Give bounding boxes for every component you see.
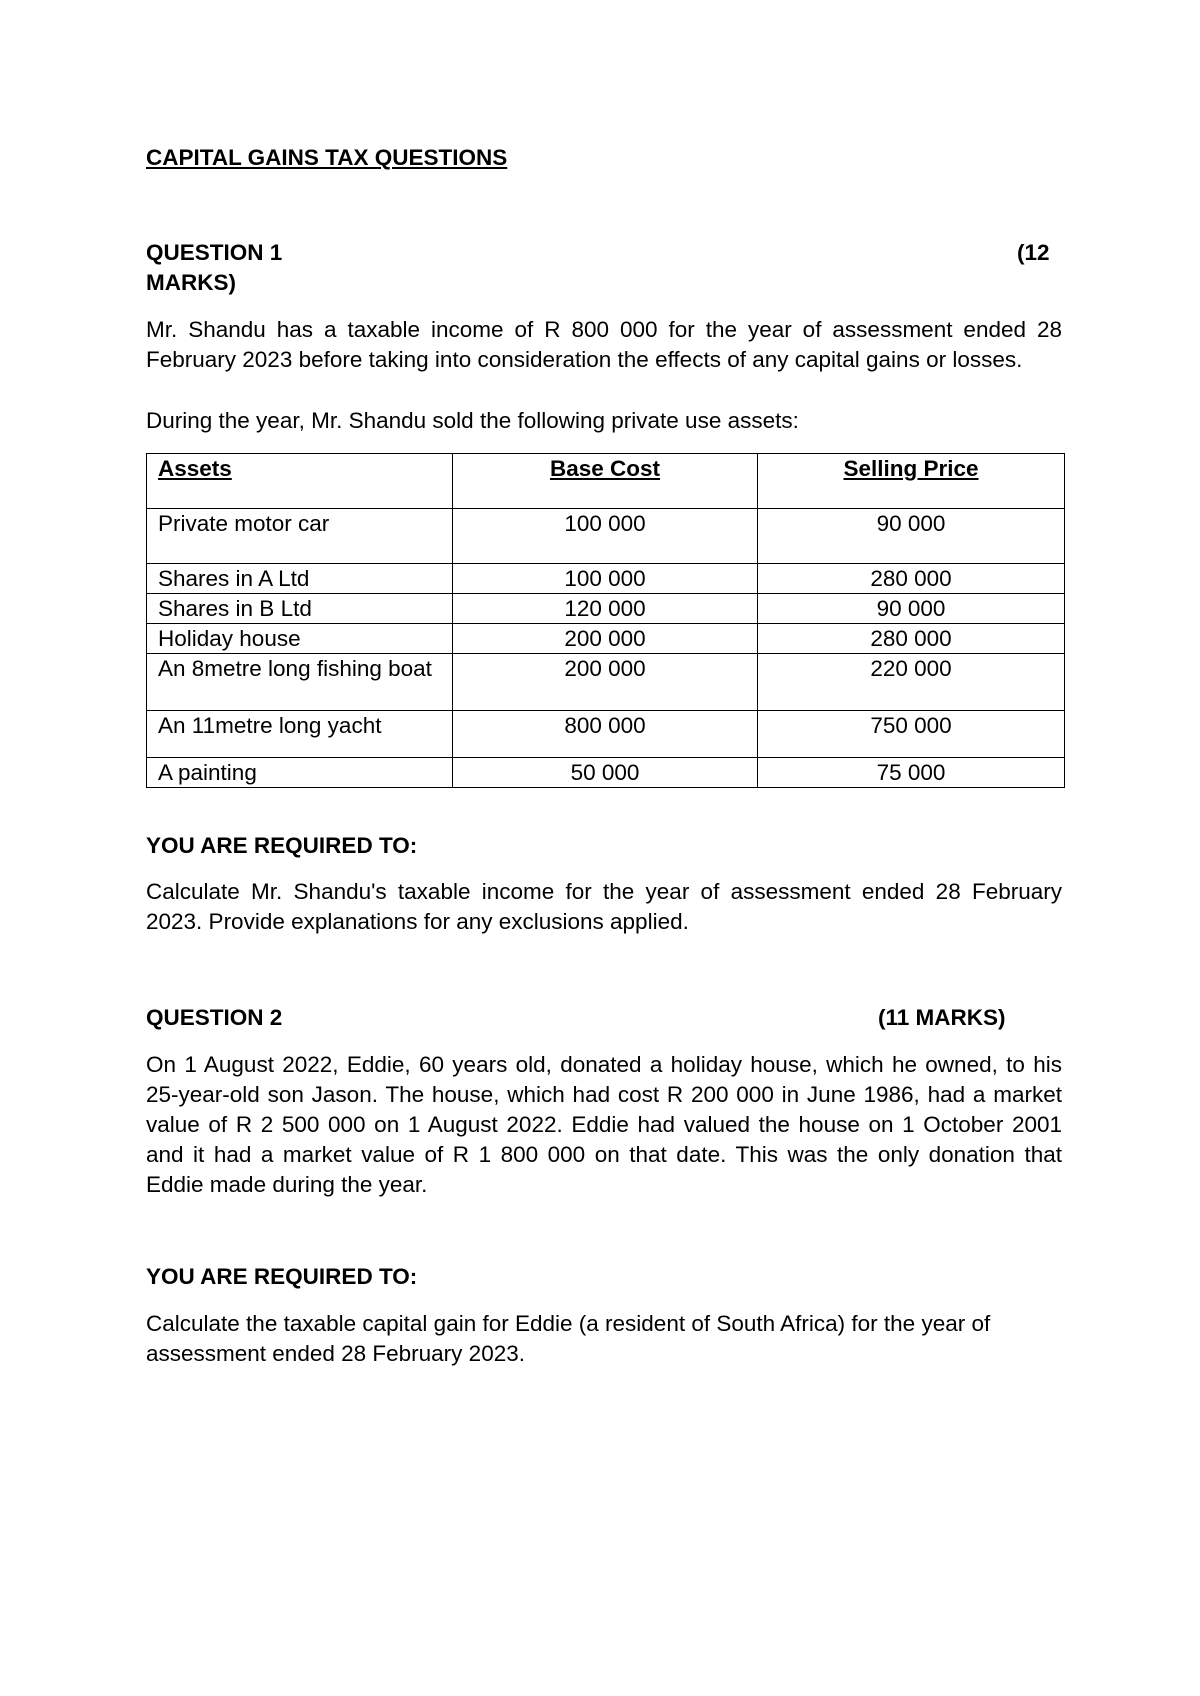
selling-price-value: 280 000 — [758, 564, 1065, 594]
selling-price-value: 90 000 — [758, 509, 1065, 564]
table-header-row — [147, 454, 1065, 509]
document-title: CAPITAL GAINS TAX QUESTIONS — [146, 145, 508, 170]
selling-price-value: 90 000 — [758, 594, 1065, 624]
header-selling-price: Selling Price — [758, 454, 1065, 509]
question-2-label: QUESTION 2 — [146, 1005, 283, 1030]
asset-name: An 8metre long fishing boat — [147, 654, 453, 711]
question-2-marks: (11 MARKS) — [878, 1005, 1006, 1030]
table-row — [147, 624, 1065, 654]
question-1-intro-line: During the year, Mr. Shandu sold the following private use assets: — [146, 408, 799, 433]
asset-name: An 11metre long yacht — [147, 711, 453, 758]
base-cost-value: 100 000 — [453, 564, 758, 594]
table-row — [147, 509, 1065, 564]
base-cost-value: 50 000 — [453, 758, 758, 788]
selling-price-value: 220 000 — [758, 654, 1065, 711]
base-cost-value: 200 000 — [453, 624, 758, 654]
asset-name: Shares in B Ltd — [147, 594, 453, 624]
table-row — [147, 594, 1065, 624]
base-cost-value: 120 000 — [453, 594, 758, 624]
base-cost-value: 200 000 — [453, 654, 758, 711]
asset-name: Private motor car — [147, 509, 453, 564]
assets-table — [146, 453, 1065, 788]
question-2-paragraph: On 1 August 2022, Eddie, 60 years old, donated a holiday house, which he owned, to his 25-year-old son Jason. The house, which had cost R 200 000 in June 1986, had a market value of R 2 500 000 on 1 August 2022. Eddie had valued the house on 1 October 2001 and it had a market value of R 1 800 000 on that date. This was the only donation that Eddie made during the year. — [146, 1052, 1062, 1197]
header-assets: Assets — [147, 454, 453, 509]
table-row — [147, 758, 1065, 788]
question-1-required-heading: YOU ARE REQUIRED TO: — [146, 833, 418, 858]
question-1-label: QUESTION 1 — [146, 240, 283, 265]
question-1-paragraph: Mr. Shandu has a taxable income of R 800 000 for the year of assessment ended 28 February 2023 before taking into consideration the effects of any capital gains or losses. — [146, 317, 1062, 372]
table-row — [147, 654, 1065, 711]
selling-price-value: 750 000 — [758, 711, 1065, 758]
table-row — [147, 711, 1065, 758]
base-cost-value: 800 000 — [453, 711, 758, 758]
selling-price-value: 75 000 — [758, 758, 1065, 788]
question-1-marks: (12 — [1017, 240, 1050, 265]
selling-price-value: 280 000 — [758, 624, 1065, 654]
table-row — [147, 564, 1065, 594]
question-1-heading — [146, 238, 1062, 298]
asset-name: Holiday house — [147, 624, 453, 654]
header-base-cost: Base Cost — [453, 454, 758, 509]
base-cost-value: 100 000 — [453, 509, 758, 564]
question-2-heading — [146, 1003, 1062, 1033]
question-1-marks-continued: MARKS) — [146, 270, 236, 295]
asset-name: A painting — [147, 758, 453, 788]
asset-name: Shares in A Ltd — [147, 564, 453, 594]
question-2-required-heading: YOU ARE REQUIRED TO: — [146, 1264, 418, 1289]
question-1-required-text: Calculate Mr. Shandu's taxable income for the year of assessment ended 28 February 2023. Provide explanations for any exclusions applied. — [146, 879, 1062, 934]
question-2-required-text: Calculate the taxable capital gain for Eddie (a resident of South Africa) for the year of assessment ended 28 February 2023. — [146, 1311, 991, 1366]
